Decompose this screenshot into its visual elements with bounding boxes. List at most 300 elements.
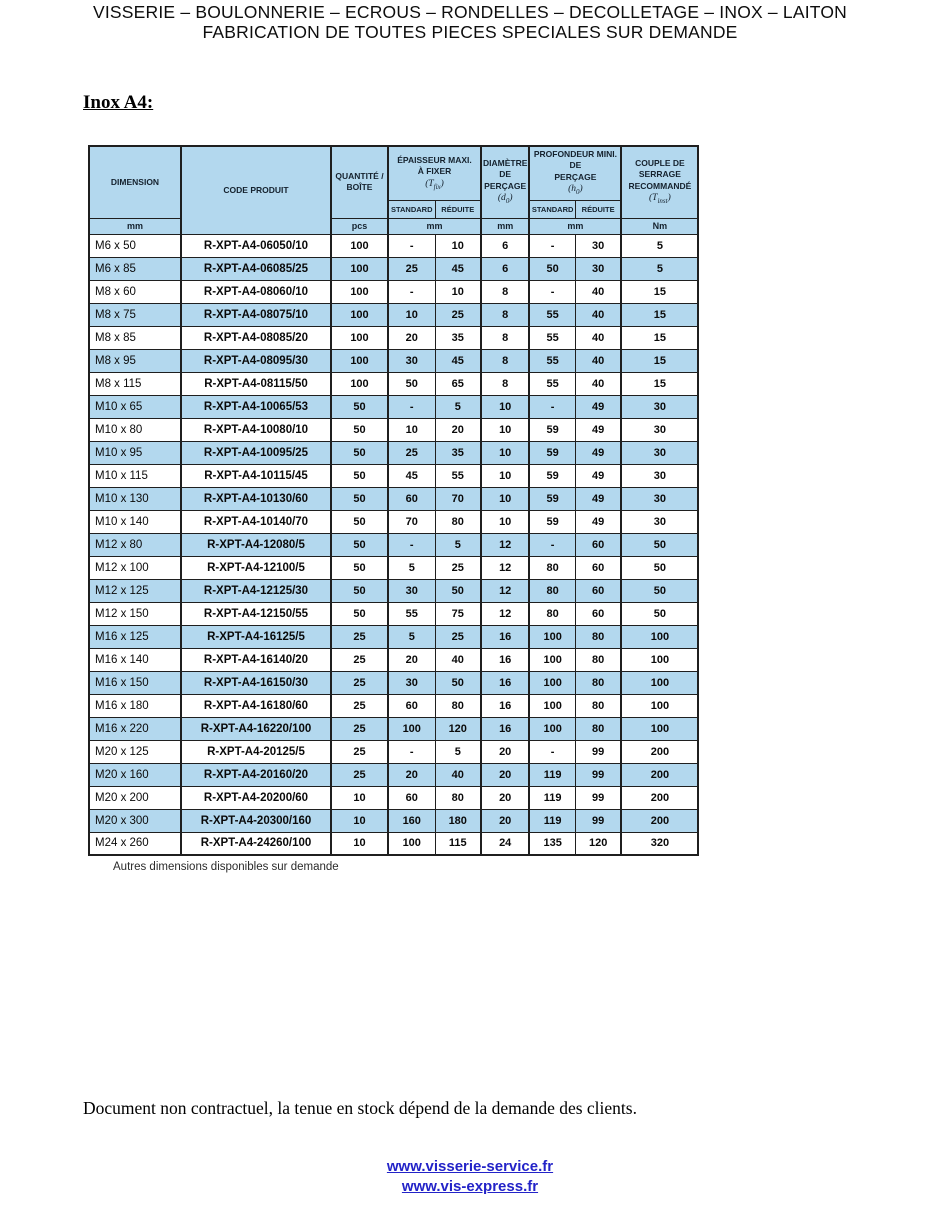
value-cell: 50 (621, 579, 698, 602)
diameter-label-line2: DE PERÇAGE (484, 169, 527, 191)
code-cell: R-XPT-A4-16125/5 (181, 625, 331, 648)
value-cell: 80 (529, 602, 575, 625)
value-cell: 30 (621, 395, 698, 418)
value-cell: 30 (388, 671, 435, 694)
code-cell: R-XPT-A4-20200/60 (181, 786, 331, 809)
value-cell: 45 (435, 349, 481, 372)
col-header-quantity (331, 146, 388, 218)
value-cell: 20 (481, 740, 529, 763)
dimension-cell: M10 x 115 (89, 464, 181, 487)
value-cell: 15 (621, 372, 698, 395)
value-cell: 100 (331, 349, 388, 372)
value-cell: - (529, 740, 575, 763)
torque-label-line3: RECOMMANDÉ (628, 180, 692, 191)
table-row (89, 533, 698, 556)
value-cell: 80 (575, 671, 621, 694)
value-cell: 59 (529, 464, 575, 487)
value-cell: 30 (621, 464, 698, 487)
table-row (89, 234, 698, 257)
value-cell: 25 (331, 694, 388, 717)
value-cell: 100 (621, 717, 698, 740)
value-cell: 25 (435, 556, 481, 579)
value-cell: 10 (481, 510, 529, 533)
value-cell: 50 (621, 533, 698, 556)
value-cell: 200 (621, 809, 698, 832)
table-row (89, 487, 698, 510)
value-cell: 100 (331, 372, 388, 395)
value-cell: 6 (481, 234, 529, 257)
table-row (89, 464, 698, 487)
table-head (89, 146, 698, 234)
dimension-cell: M8 x 75 (89, 303, 181, 326)
dimension-cell: M10 x 80 (89, 418, 181, 441)
dimension-cell: M20 x 160 (89, 763, 181, 786)
value-cell: - (388, 234, 435, 257)
dimension-cell: M10 x 95 (89, 441, 181, 464)
value-cell: 49 (575, 510, 621, 533)
table-row (89, 372, 698, 395)
value-cell: 100 (331, 326, 388, 349)
value-cell: 100 (529, 717, 575, 740)
value-cell: 160 (388, 809, 435, 832)
value-cell: 16 (481, 625, 529, 648)
value-cell: 50 (529, 257, 575, 280)
value-cell: 50 (621, 556, 698, 579)
table-row (89, 786, 698, 809)
value-cell: 8 (481, 280, 529, 303)
value-cell: 12 (481, 579, 529, 602)
code-cell: R-XPT-A4-08095/30 (181, 349, 331, 372)
code-cell: R-XPT-A4-10115/45 (181, 464, 331, 487)
value-cell: - (529, 395, 575, 418)
value-cell: 40 (575, 326, 621, 349)
table-row (89, 648, 698, 671)
value-cell: 30 (388, 579, 435, 602)
torque-label-line2: SERRAGE (638, 169, 681, 180)
value-cell: 55 (435, 464, 481, 487)
thickness-reduced-header: RÉDUITE (435, 200, 481, 218)
table-row (89, 349, 698, 372)
value-cell: 5 (435, 395, 481, 418)
table-row (89, 280, 698, 303)
value-cell: 100 (331, 234, 388, 257)
value-cell: 100 (621, 671, 698, 694)
value-cell: 50 (435, 579, 481, 602)
table-row (89, 625, 698, 648)
value-cell: 60 (575, 556, 621, 579)
value-cell: 60 (575, 579, 621, 602)
value-cell: 80 (575, 648, 621, 671)
dimension-unit: mm (89, 218, 181, 234)
value-cell: 8 (481, 326, 529, 349)
value-cell: 100 (331, 303, 388, 326)
value-cell: 15 (621, 280, 698, 303)
section-title: Inox A4: (83, 92, 154, 113)
value-cell: 5 (435, 740, 481, 763)
code-cell: R-XPT-A4-16150/30 (181, 671, 331, 694)
code-cell: R-XPT-A4-10080/10 (181, 418, 331, 441)
value-cell: 115 (435, 832, 481, 855)
value-cell: 119 (529, 809, 575, 832)
value-cell: 50 (331, 464, 388, 487)
thickness-standard-header: STANDARD (388, 200, 435, 218)
value-cell: 35 (435, 441, 481, 464)
thickness-label-line2: À FIXER (417, 166, 452, 177)
value-cell: 25 (331, 717, 388, 740)
dimension-cell: M24 x 260 (89, 832, 181, 855)
value-cell: 59 (529, 441, 575, 464)
value-cell: 55 (529, 326, 575, 349)
value-cell: 5 (388, 556, 435, 579)
dimension-cell: M12 x 150 (89, 602, 181, 625)
code-cell: R-XPT-A4-12100/5 (181, 556, 331, 579)
table-row (89, 441, 698, 464)
value-cell: 80 (529, 556, 575, 579)
code-cell: R-XPT-A4-16140/20 (181, 648, 331, 671)
table-row (89, 763, 698, 786)
depth-symbol: $(h_0)$ (568, 184, 583, 197)
code-cell: R-XPT-A4-12080/5 (181, 533, 331, 556)
depth-standard-header: STANDARD (529, 200, 575, 218)
value-cell: 120 (435, 717, 481, 740)
value-cell: 49 (575, 441, 621, 464)
torque-label-line1: COUPLE DE (635, 158, 685, 168)
value-cell: 50 (331, 602, 388, 625)
dimension-cell: M16 x 125 (89, 625, 181, 648)
value-cell: 10 (481, 487, 529, 510)
value-cell: 35 (435, 326, 481, 349)
value-cell: 8 (481, 349, 529, 372)
value-cell: 200 (621, 786, 698, 809)
code-cell: R-XPT-A4-06050/10 (181, 234, 331, 257)
value-cell: 100 (621, 625, 698, 648)
value-cell: 50 (331, 556, 388, 579)
value-cell: 100 (621, 648, 698, 671)
value-cell: 15 (621, 303, 698, 326)
value-cell: 55 (529, 349, 575, 372)
value-cell: - (529, 234, 575, 257)
footer-links (0, 1157, 940, 1197)
value-cell: - (529, 533, 575, 556)
value-cell: 40 (435, 763, 481, 786)
col-header-code: CODE PRODUIT (181, 146, 331, 234)
dimension-cell: M12 x 125 (89, 579, 181, 602)
col-header-torque (621, 146, 698, 218)
value-cell: 25 (435, 625, 481, 648)
header-line-1: VISSERIE – BOULONNERIE – ECROUS – RONDELLES – DECOLLETAGE – INOX – LAITON (92, 2, 848, 22)
value-cell: 25 (331, 625, 388, 648)
product-table-wrap (88, 145, 699, 856)
value-cell: 50 (331, 579, 388, 602)
value-cell: 12 (481, 533, 529, 556)
value-cell: 12 (481, 556, 529, 579)
value-cell: 10 (388, 303, 435, 326)
code-cell: R-XPT-A4-20300/160 (181, 809, 331, 832)
value-cell: 99 (575, 740, 621, 763)
dimension-cell: M8 x 95 (89, 349, 181, 372)
dimension-cell: M20 x 125 (89, 740, 181, 763)
value-cell: 40 (575, 280, 621, 303)
link-visserie-service[interactable]: www.visserie-service.fr (386, 1158, 554, 1175)
value-cell: 40 (575, 372, 621, 395)
value-cell: 25 (388, 257, 435, 280)
value-cell: 6 (481, 257, 529, 280)
code-cell: R-XPT-A4-10095/25 (181, 441, 331, 464)
dimension-cell: M10 x 140 (89, 510, 181, 533)
value-cell: 55 (529, 372, 575, 395)
value-cell: 60 (388, 786, 435, 809)
value-cell: 50 (331, 441, 388, 464)
code-cell: R-XPT-A4-06085/25 (181, 257, 331, 280)
value-cell: 40 (575, 303, 621, 326)
value-cell: 320 (621, 832, 698, 855)
value-cell: 59 (529, 487, 575, 510)
value-cell: 10 (331, 786, 388, 809)
dimension-cell: M6 x 85 (89, 257, 181, 280)
value-cell: - (388, 395, 435, 418)
quantity-label-line1: QUANTITÉ / (335, 170, 384, 181)
value-cell: 16 (481, 717, 529, 740)
value-cell: - (388, 533, 435, 556)
value-cell: 60 (388, 487, 435, 510)
value-cell: 200 (621, 763, 698, 786)
value-cell: 50 (621, 602, 698, 625)
value-cell: 30 (621, 441, 698, 464)
thickness-unit: mm (388, 218, 481, 234)
value-cell: 20 (435, 418, 481, 441)
value-cell: 135 (529, 832, 575, 855)
value-cell: 10 (435, 280, 481, 303)
table-row (89, 510, 698, 533)
table-row (89, 694, 698, 717)
torque-unit: Nm (621, 218, 698, 234)
value-cell: 100 (331, 280, 388, 303)
dimension-cell: M8 x 85 (89, 326, 181, 349)
value-cell: 50 (435, 671, 481, 694)
value-cell: 60 (575, 533, 621, 556)
value-cell: 99 (575, 763, 621, 786)
depth-label-line2: PERÇAGE (554, 171, 597, 182)
value-cell: 8 (481, 303, 529, 326)
value-cell: 25 (388, 441, 435, 464)
value-cell: 5 (621, 257, 698, 280)
dimension-cell: M16 x 220 (89, 717, 181, 740)
value-cell: 70 (435, 487, 481, 510)
value-cell: 100 (529, 671, 575, 694)
value-cell: 80 (435, 786, 481, 809)
value-cell: 99 (575, 809, 621, 832)
code-cell: R-XPT-A4-10130/60 (181, 487, 331, 510)
dimension-cell: M12 x 100 (89, 556, 181, 579)
value-cell: 25 (331, 671, 388, 694)
value-cell: 16 (481, 671, 529, 694)
code-cell: R-XPT-A4-10140/70 (181, 510, 331, 533)
table-row (89, 809, 698, 832)
table-row (89, 717, 698, 740)
table-row (89, 740, 698, 763)
value-cell: 40 (575, 349, 621, 372)
diameter-label-line1: DIAMÈTRE (483, 158, 528, 168)
value-cell: 80 (529, 579, 575, 602)
col-header-thickness (388, 146, 481, 200)
value-cell: 30 (388, 349, 435, 372)
page-header (0, 2, 940, 42)
value-cell: 50 (388, 372, 435, 395)
dimension-cell: M12 x 80 (89, 533, 181, 556)
code-cell: R-XPT-A4-08060/10 (181, 280, 331, 303)
value-cell: 80 (575, 694, 621, 717)
table-row (89, 602, 698, 625)
value-cell: 99 (575, 786, 621, 809)
table-row (89, 671, 698, 694)
value-cell: 60 (575, 602, 621, 625)
value-cell: 12 (481, 602, 529, 625)
value-cell: 20 (481, 786, 529, 809)
table-row (89, 832, 698, 855)
value-cell: 16 (481, 648, 529, 671)
value-cell: 10 (435, 234, 481, 257)
value-cell: 20 (388, 326, 435, 349)
table-note: Autres dimensions disponibles sur demande (113, 861, 339, 873)
value-cell: 49 (575, 395, 621, 418)
code-cell: R-XPT-A4-20160/20 (181, 763, 331, 786)
value-cell: 100 (529, 648, 575, 671)
dimension-cell: M6 x 50 (89, 234, 181, 257)
code-cell: R-XPT-A4-08115/50 (181, 372, 331, 395)
table-row (89, 579, 698, 602)
value-cell: 120 (575, 832, 621, 855)
value-cell: 20 (388, 763, 435, 786)
value-cell: 80 (435, 694, 481, 717)
value-cell: 10 (331, 832, 388, 855)
value-cell: 180 (435, 809, 481, 832)
table-row (89, 257, 698, 280)
thickness-label-line1: ÉPAISSEUR MAXI. (397, 154, 472, 165)
value-cell: 16 (481, 694, 529, 717)
value-cell: 15 (621, 349, 698, 372)
value-cell: 25 (331, 740, 388, 763)
value-cell: 59 (529, 510, 575, 533)
value-cell: 45 (388, 464, 435, 487)
value-cell: 49 (575, 464, 621, 487)
product-table (88, 145, 699, 856)
disclaimer-text: Document non contractuel, la tenue en stock dépend de la demande des clients. (83, 1098, 637, 1118)
code-cell: R-XPT-A4-20125/5 (181, 740, 331, 763)
value-cell: 50 (331, 418, 388, 441)
value-cell: 10 (481, 441, 529, 464)
value-cell: 25 (331, 648, 388, 671)
table-body (89, 234, 698, 855)
value-cell: - (529, 280, 575, 303)
code-cell: R-XPT-A4-08075/10 (181, 303, 331, 326)
value-cell: 25 (435, 303, 481, 326)
value-cell: 119 (529, 763, 575, 786)
value-cell: 20 (481, 763, 529, 786)
code-cell: R-XPT-A4-12125/30 (181, 579, 331, 602)
value-cell: 70 (388, 510, 435, 533)
table-row (89, 418, 698, 441)
code-cell: R-XPT-A4-08085/20 (181, 326, 331, 349)
value-cell: 75 (435, 602, 481, 625)
value-cell: - (388, 740, 435, 763)
diameter-unit: mm (481, 218, 529, 234)
quantity-label-line2: BOÎTE (346, 182, 373, 193)
value-cell: 100 (529, 625, 575, 648)
dimension-cell: M16 x 140 (89, 648, 181, 671)
value-cell: 100 (388, 832, 435, 855)
code-cell: R-XPT-A4-16220/100 (181, 717, 331, 740)
value-cell: 10 (481, 395, 529, 418)
header-line-2: FABRICATION DE TOUTES PIECES SPECIALES SUR DEMANDE (202, 22, 738, 42)
value-cell: 30 (621, 418, 698, 441)
dimension-cell: M8 x 115 (89, 372, 181, 395)
dimension-cell: M16 x 150 (89, 671, 181, 694)
value-cell: 20 (388, 648, 435, 671)
value-cell: 80 (435, 510, 481, 533)
col-header-dimension: DIMENSION (89, 146, 181, 218)
table-row (89, 395, 698, 418)
value-cell: 119 (529, 786, 575, 809)
value-cell: 50 (331, 533, 388, 556)
col-header-diameter (481, 146, 529, 218)
value-cell: 8 (481, 372, 529, 395)
value-cell: 55 (529, 303, 575, 326)
value-cell: 50 (331, 487, 388, 510)
dimension-cell: M10 x 130 (89, 487, 181, 510)
value-cell: 49 (575, 418, 621, 441)
value-cell: 80 (575, 717, 621, 740)
value-cell: 40 (435, 648, 481, 671)
code-cell: R-XPT-A4-10065/53 (181, 395, 331, 418)
code-cell: R-XPT-A4-16180/60 (181, 694, 331, 717)
value-cell: 200 (621, 740, 698, 763)
value-cell: 50 (331, 510, 388, 533)
value-cell: 24 (481, 832, 529, 855)
value-cell: 5 (621, 234, 698, 257)
value-cell: 30 (575, 234, 621, 257)
value-cell: 15 (621, 326, 698, 349)
value-cell: 45 (435, 257, 481, 280)
value-cell: 20 (481, 809, 529, 832)
value-cell: 5 (435, 533, 481, 556)
value-cell: 80 (575, 625, 621, 648)
dimension-cell: M8 x 60 (89, 280, 181, 303)
col-header-depth (529, 146, 621, 200)
value-cell: 25 (331, 763, 388, 786)
value-cell: 10 (388, 418, 435, 441)
thickness-symbol: $(T_{fix})$ (425, 178, 444, 191)
link-vis-express[interactable]: www.vis-express.fr (401, 1178, 539, 1195)
dimension-cell: M16 x 180 (89, 694, 181, 717)
value-cell: 30 (575, 257, 621, 280)
value-cell: 50 (331, 395, 388, 418)
value-cell: 5 (388, 625, 435, 648)
value-cell: 60 (388, 694, 435, 717)
code-cell: R-XPT-A4-24260/100 (181, 832, 331, 855)
depth-label-line1: PROFONDEUR MINI. DE (533, 149, 617, 171)
value-cell: 65 (435, 372, 481, 395)
value-cell: 10 (331, 809, 388, 832)
value-cell: 49 (575, 487, 621, 510)
depth-unit: mm (529, 218, 621, 234)
value-cell: 100 (529, 694, 575, 717)
value-cell: - (388, 280, 435, 303)
dimension-cell: M20 x 300 (89, 809, 181, 832)
table-row (89, 556, 698, 579)
depth-reduced-header: RÉDUITE (575, 200, 621, 218)
value-cell: 30 (621, 487, 698, 510)
torque-symbol: $(T_{inst})$ (649, 193, 671, 206)
